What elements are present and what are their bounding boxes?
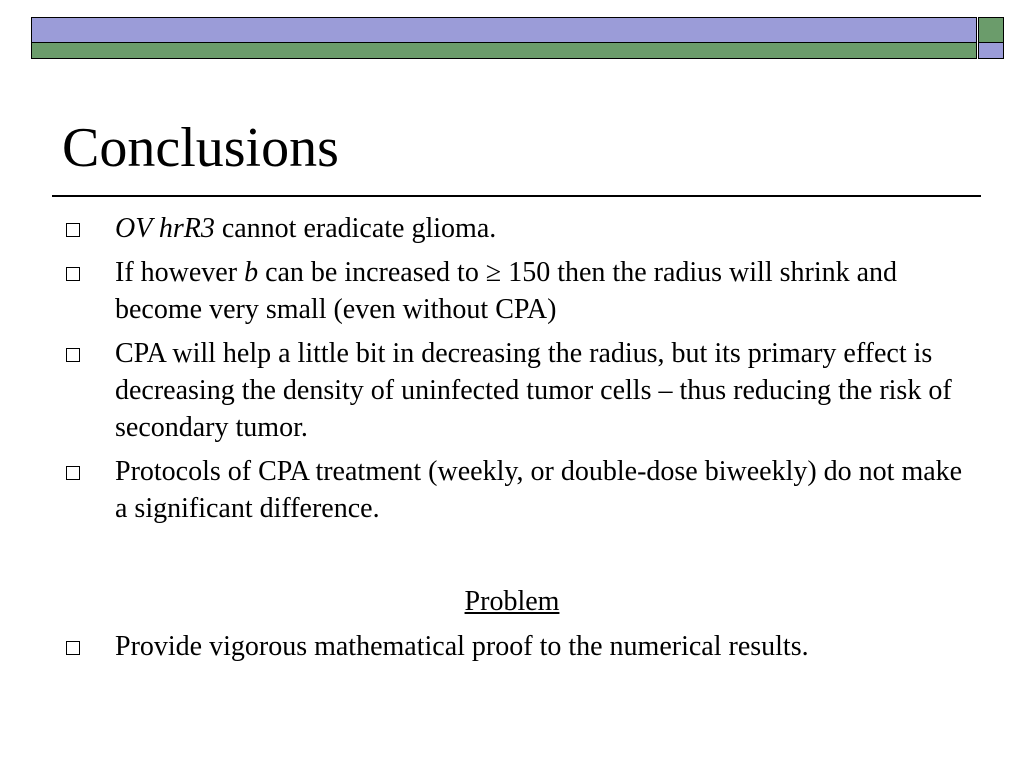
bullet-list — [65, 210, 965, 534]
bullet-text-segment: If however — [115, 257, 245, 288]
problem-bullet-text: Provide vigorous mathematical proof to the numerical results. — [115, 631, 809, 662]
bullet-item — [65, 335, 965, 446]
virus-name: OV hrR3 — [115, 213, 215, 244]
bullet-text-segment: can be increased to ≥ 150 then the radius will shrink and become very small (even without CPA) — [115, 257, 898, 325]
problem-bullet-list — [65, 628, 985, 665]
slide-title: Conclusions — [62, 117, 339, 179]
bullet-item — [65, 453, 965, 527]
variable-b: b — [244, 257, 259, 288]
header-square-bottom — [978, 42, 1004, 59]
bullet-text-3: CPA will help a little bit in decreasing the radius, but its primary effect is decreasing the density of uninfected tumor cells – thus reducing the risk of secondary tumor. — [115, 338, 952, 443]
header-band-bottom — [31, 42, 977, 59]
header-square-top — [978, 17, 1004, 43]
header-band-top — [31, 17, 977, 43]
bullet-text-1 — [115, 213, 496, 244]
bullet-text-2 — [115, 257, 897, 325]
hollow-square-bullet-icon — [66, 641, 80, 655]
bullet-text-4: Protocols of CPA treatment (weekly, or double-dose biweekly) do not make a significant difference. — [115, 456, 963, 524]
bullet-text-segment: cannot eradicate glioma. — [214, 213, 497, 244]
hollow-square-bullet-icon — [66, 223, 80, 237]
title-divider — [52, 195, 981, 197]
bullet-item — [65, 254, 965, 328]
hollow-square-bullet-icon — [66, 267, 80, 281]
hollow-square-bullet-icon — [66, 348, 80, 362]
bullet-item — [65, 210, 965, 247]
hollow-square-bullet-icon — [66, 466, 80, 480]
problem-heading: Problem — [464, 586, 560, 617]
bullet-item — [65, 628, 985, 665]
